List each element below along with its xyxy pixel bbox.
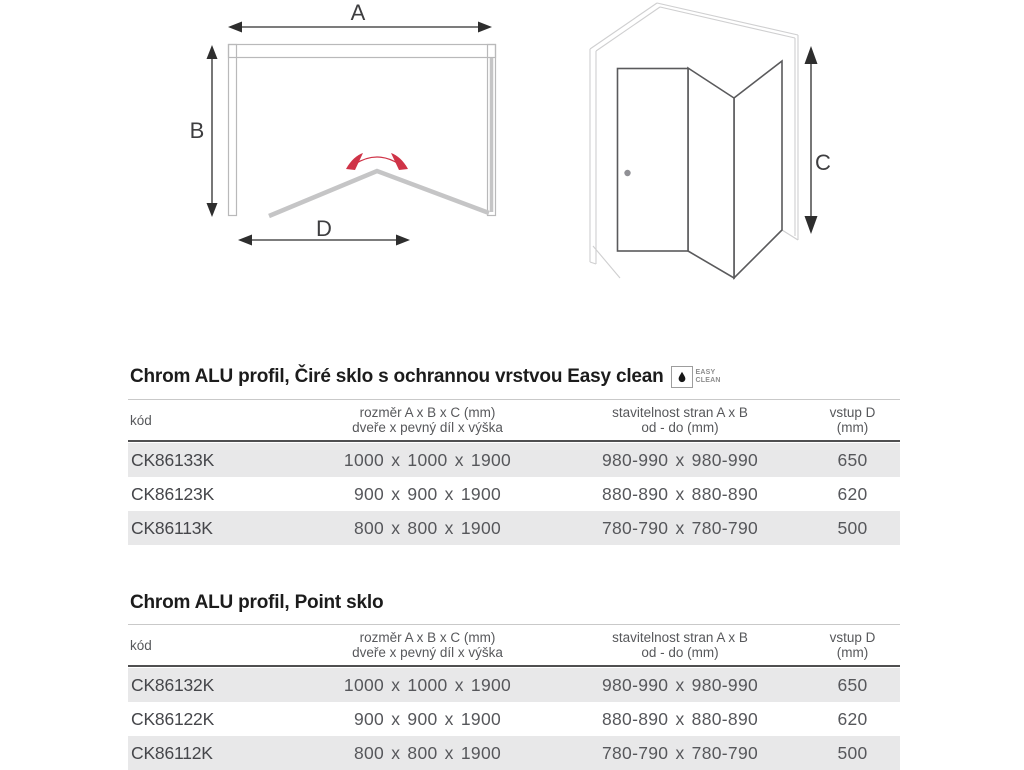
dimension-label-c: C xyxy=(815,150,831,175)
section-title-point xyxy=(130,592,383,614)
product-table-easy-clean xyxy=(128,399,900,545)
product-adjustability: 780-790 x 780-790 xyxy=(601,517,759,538)
product-entry: 500 xyxy=(837,742,868,763)
product-adjustability: 780-790 x 780-790 xyxy=(601,742,759,763)
product-entry: 500 xyxy=(837,517,868,538)
header-code: kód xyxy=(130,412,152,428)
product-size: 1000 x 1000 x 1900 xyxy=(343,674,512,695)
table2-title: Chrom ALU profil, Point sklo xyxy=(130,592,384,613)
product-adjustability: 980-990 x 980-990 xyxy=(601,449,759,470)
product-code: CK86123K xyxy=(131,483,215,504)
table-row xyxy=(128,443,900,477)
product-adjustability: 880-890 x 880-890 xyxy=(601,483,759,504)
perspective-diagram xyxy=(565,0,855,310)
product-adjustability: 980-990 x 980-990 xyxy=(601,674,759,695)
product-code: CK86132K xyxy=(131,674,215,695)
product-code: CK86113K xyxy=(131,517,213,538)
table-header xyxy=(128,399,900,442)
table-row xyxy=(128,736,900,770)
enclosure-walls xyxy=(229,45,496,216)
section-title-easy-clean xyxy=(130,366,721,388)
rotation-arrow-icon xyxy=(346,153,408,170)
product-adjustability: 880-890 x 880-890 xyxy=(601,708,759,729)
table-row xyxy=(128,702,900,736)
header-entry: vstup D (mm) xyxy=(829,405,876,435)
wall-left xyxy=(229,45,237,216)
wall-top xyxy=(229,45,496,58)
product-code: CK86112K xyxy=(131,742,213,763)
door-panel xyxy=(618,69,689,252)
bifold-door xyxy=(269,171,489,216)
product-code: CK86122K xyxy=(131,708,215,729)
table1-title: Chrom ALU profil, Čiré sklo s ochrannou vrstvou Easy clean xyxy=(130,366,664,387)
folded-panels xyxy=(688,61,782,278)
product-table-point xyxy=(128,624,900,770)
header-size: rozměr A x B x C (mm) dveře x pevný díl x výška xyxy=(352,630,503,660)
header-code: kód xyxy=(130,637,152,653)
dimension-arrow-b xyxy=(207,45,218,217)
header-adjustability: stavitelnost stran A x B od - do (mm) xyxy=(612,405,748,435)
product-entry: 650 xyxy=(837,674,868,695)
product-size: 900 x 900 x 1900 xyxy=(353,708,502,729)
header-entry: vstup D (mm) xyxy=(829,630,876,660)
product-size: 1000 x 1000 x 1900 xyxy=(343,449,512,470)
easy-clean-badge xyxy=(671,366,721,388)
dimension-label-d: D xyxy=(316,216,332,241)
table-row xyxy=(128,511,900,545)
header-adjustability: stavitelnost stran A x B od - do (mm) xyxy=(612,630,748,660)
door-knob xyxy=(624,170,630,176)
product-size: 800 x 800 x 1900 xyxy=(353,517,502,538)
table-row xyxy=(128,668,900,702)
table-row xyxy=(128,477,900,511)
top-view-diagram xyxy=(180,0,510,262)
product-entry: 620 xyxy=(837,708,868,729)
product-size: 900 x 900 x 1900 xyxy=(353,483,502,504)
product-entry: 650 xyxy=(837,449,868,470)
dimension-arrow-c xyxy=(805,46,818,234)
easy-clean-label: EASY CLEAN xyxy=(695,369,721,384)
product-size: 800 x 800 x 1900 xyxy=(353,742,502,763)
product-entry: 620 xyxy=(837,483,868,504)
dimension-label-b: B xyxy=(189,118,205,143)
header-size: rozměr A x B x C (mm) dveře x pevný díl x výška xyxy=(352,405,503,435)
dimension-label-a: A xyxy=(350,0,366,25)
table-header xyxy=(128,624,900,667)
water-drop-icon xyxy=(671,366,693,388)
product-code: CK86133K xyxy=(131,449,215,470)
